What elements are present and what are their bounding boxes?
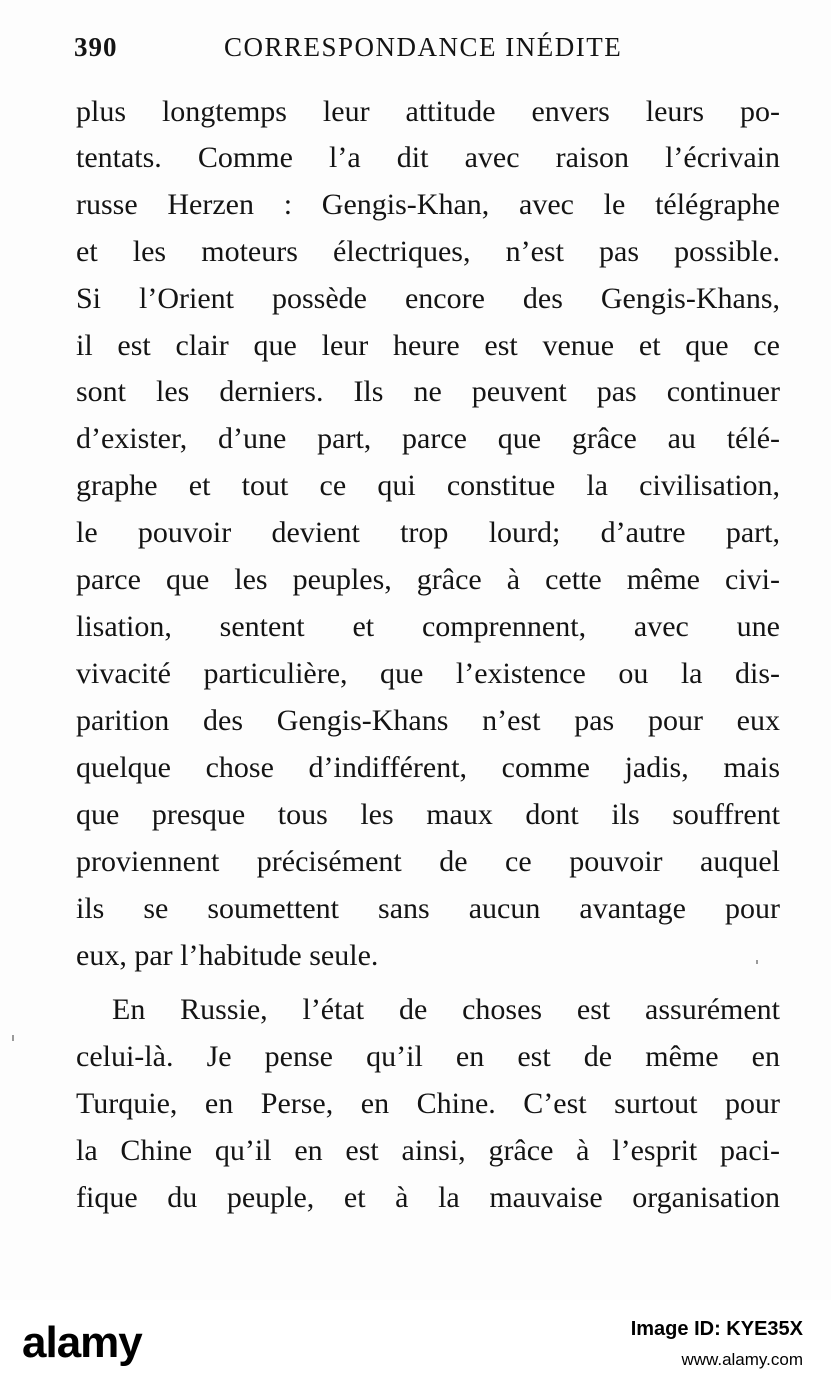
text-line: plus longtemps leur attitude envers leurs po- <box>76 95 780 128</box>
text-line: il est clair que leur heure est venue et que ce <box>76 329 780 362</box>
text-line: tentats. Comme l’a dit avec raison l’écrivain <box>76 141 780 174</box>
text-line: russe Herzen : Gengis-Khan, avec le télégraphe <box>76 188 780 221</box>
text-line: vivacité particulière, que l’existence ou la dis- <box>76 657 780 690</box>
text-line: d’exister, d’une part, parce que grâce au télé- <box>76 422 780 455</box>
text-line: la Chine qu’il en est ainsi, grâce à l’esprit paci- <box>76 1134 780 1167</box>
text-line: le pouvoir devient trop lourd; d’autre part, <box>76 516 780 549</box>
text-line: proviennent précisément de ce pouvoir auquel <box>76 845 780 878</box>
text-line: celui-là. Je pense qu’il en est de même en <box>76 1040 780 1073</box>
text-line: que presque tous les maux dont ils souffrent <box>76 798 780 831</box>
text-line: En Russie, l’état de choses est assurément <box>112 993 780 1026</box>
text-line: Turquie, en Perse, en Chine. C’est surtout pour <box>76 1087 780 1120</box>
text-line: graphe et tout ce qui constitue la civilisation, <box>76 469 780 502</box>
text-line: lisation, sentent et comprennent, avec une <box>76 610 780 643</box>
text-line: Si l’Orient possède encore des Gengis-Khans, <box>76 282 780 315</box>
text-line: eux, par l’habitude seule. <box>76 939 379 972</box>
image-id: Image ID: KYE35X <box>630 1318 803 1340</box>
text-line: ils se soumettent sans aucun avantage pour <box>76 892 780 925</box>
running-title: CORRESPONDANCE INÉDITE <box>224 32 623 62</box>
running-head <box>74 32 774 66</box>
paper-speck <box>756 960 758 964</box>
text-line: et les moteurs électriques, n’est pas possible. <box>76 235 780 268</box>
stock-logo: alamy <box>22 1318 142 1367</box>
text-line: quelque chose d’indifférent, comme jadis, mais <box>76 751 780 784</box>
stock-footer <box>0 1300 831 1390</box>
text-line: sont les derniers. Ils ne peuvent pas continuer <box>76 375 780 408</box>
text-line: parition des Gengis-Khans n’est pas pour eux <box>76 704 780 737</box>
text-line: parce que les peuples, grâce à cette même civi- <box>76 563 780 596</box>
paper-speck <box>12 1035 14 1041</box>
stock-url: www.alamy.com <box>681 1350 803 1369</box>
page-number: 390 <box>74 32 118 62</box>
text-line: fique du peuple, et à la mauvaise organisation <box>76 1181 780 1214</box>
